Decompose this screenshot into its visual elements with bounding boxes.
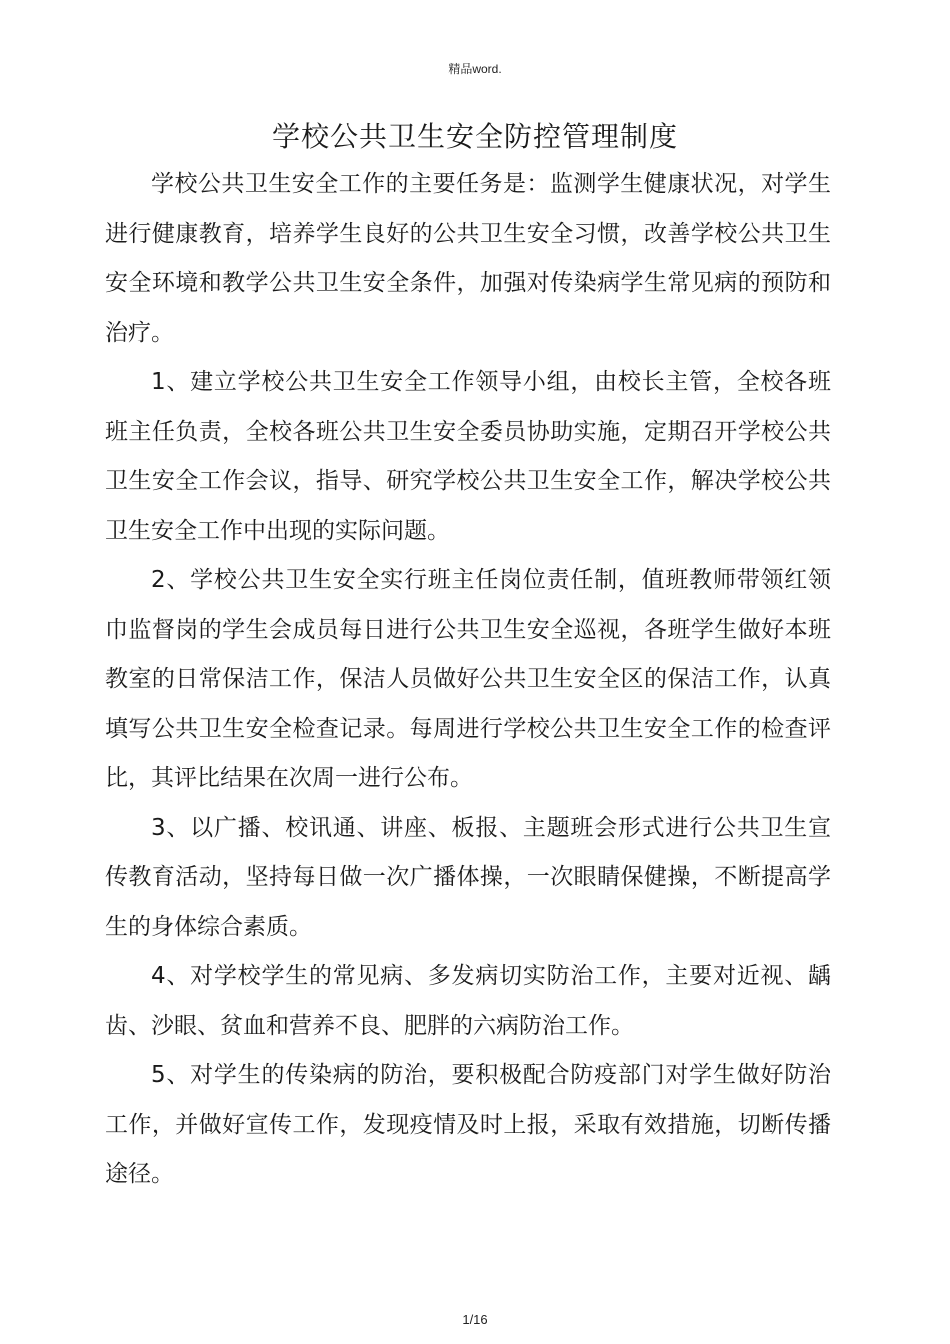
paragraph-item-2: 2、学校公共卫生安全实行班主任岗位责任制，值班教师带领红领巾监督岗的学生会成员每日进行公共卫生安全巡视，各班学生做好本班教室的日常保洁工作，保洁人员做好公共卫生安全区的保洁工作，认真填写公共卫生安全检查记录。每周进行学校公共卫生安全工作的检查评比，其评比结果在次周一进行公布。: [105, 567, 831, 791]
page-header: 精品word.: [448, 62, 502, 76]
paragraph-item-4: 4、对学校学生的常见病、多发病切实防治工作，主要对近视、龋齿、沙眼、贫血和营养不良、肥胖的六病防治工作。: [105, 963, 831, 1039]
page-number: 1/16: [462, 1312, 488, 1327]
document-title: 学校公共卫生安全防控管理制度: [271, 120, 678, 153]
paragraph-item-5: 5、对学生的传染病的防治，要积极配合防疫部门对学生做好防治工作，并做好宣传工作，发现疫情及时上报，采取有效措施，切断传播途径。: [105, 1062, 831, 1187]
paragraph-item-3: 3、以广播、校讯通、讲座、板报、主题班会形式进行公共卫生宣传教育活动，坚持每日做一次广播体操，一次眼睛保健操，不断提高学生的身体综合素质。: [105, 814, 831, 940]
document-body: [105, 160, 831, 1200]
paragraph-item-1: 1、建立学校公共卫生安全工作领导小组，由校长主管，全校各班班主任负责，全校各班公共卫生安全委员协助实施，定期召开学校公共卫生安全工作会议，指导、研究学校公共卫生安全工作，解决学校公共卫生安全工作中出现的实际问题。: [105, 369, 831, 544]
paragraph-intro: 学校公共卫生安全工作的主要任务是：监测学生健康状况，对学生进行健康教育，培养学生良好的公共卫生安全习惯，改善学校公共卫生安全环境和教学公共卫生安全条件，加强对传染病学生常见病的预防和治疗。: [105, 171, 831, 346]
